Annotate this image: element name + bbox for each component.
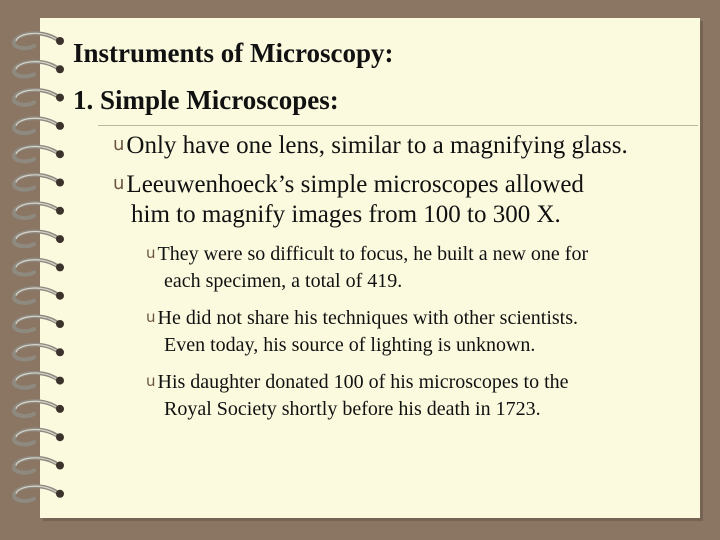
- title-divider: [98, 125, 698, 126]
- binding-ring: [14, 118, 64, 133]
- bullet-icon: u: [146, 244, 156, 262]
- sub-bullet-text-line-1: They were so difficult to focus, he built a new one for: [157, 243, 589, 265]
- bullet-icon: u: [113, 134, 125, 155]
- binding-ring: [14, 231, 64, 246]
- bullet-text-line-2: him to magnify images from 100 to 300 X.: [131, 201, 561, 228]
- binding-ring: [14, 429, 64, 444]
- binding-ring: [14, 345, 64, 360]
- spiral-binding: [0, 0, 80, 540]
- binding-ring: [14, 458, 64, 473]
- binding-ring: [14, 486, 64, 501]
- binding-ring: [14, 33, 64, 48]
- bullet-text-line-1: Leeuwenhoeck’s simple microscopes allowed: [126, 171, 584, 198]
- binding-ring: [14, 175, 64, 190]
- sub-bullet-text-line-1: He did not share his techniques with other scientists.: [157, 307, 578, 329]
- binding-ring: [14, 62, 64, 77]
- slide-title-line-2: 1. Simple Microscopes:: [73, 85, 339, 115]
- binding-ring: [14, 373, 64, 388]
- bullet-item: [113, 169, 698, 230]
- sub-bullet-text-line-2: each specimen, a total of 419.: [164, 270, 403, 292]
- sub-bullet-item: [146, 240, 706, 295]
- bullet-item: [113, 130, 698, 161]
- binding-ring: [14, 90, 64, 105]
- binding-ring: [14, 288, 64, 303]
- bullet-icon: u: [146, 372, 156, 390]
- binding-ring: [14, 203, 64, 218]
- binding-ring: [14, 146, 64, 161]
- sub-bullet-item: [146, 368, 706, 423]
- bullet-icon: u: [113, 173, 125, 194]
- sub-bullet-text-line-2: Royal Society shortly before his death in 1723.: [164, 398, 541, 420]
- binding-ring: [14, 260, 64, 275]
- bullet-icon: u: [146, 308, 156, 326]
- sub-bullet-text-line-1: His daughter donated 100 of his microscopes to the: [157, 371, 569, 393]
- binding-ring: [14, 401, 64, 416]
- sub-bullet-item: [146, 304, 706, 359]
- sub-bullet-text-line-2: Even today, his source of lighting is unknown.: [164, 334, 536, 356]
- bullet-text-line-1: Only have one lens, similar to a magnifying glass.: [126, 132, 628, 159]
- slide-title-line-1: Instruments of Microscopy:: [73, 38, 394, 68]
- binding-ring: [14, 316, 64, 331]
